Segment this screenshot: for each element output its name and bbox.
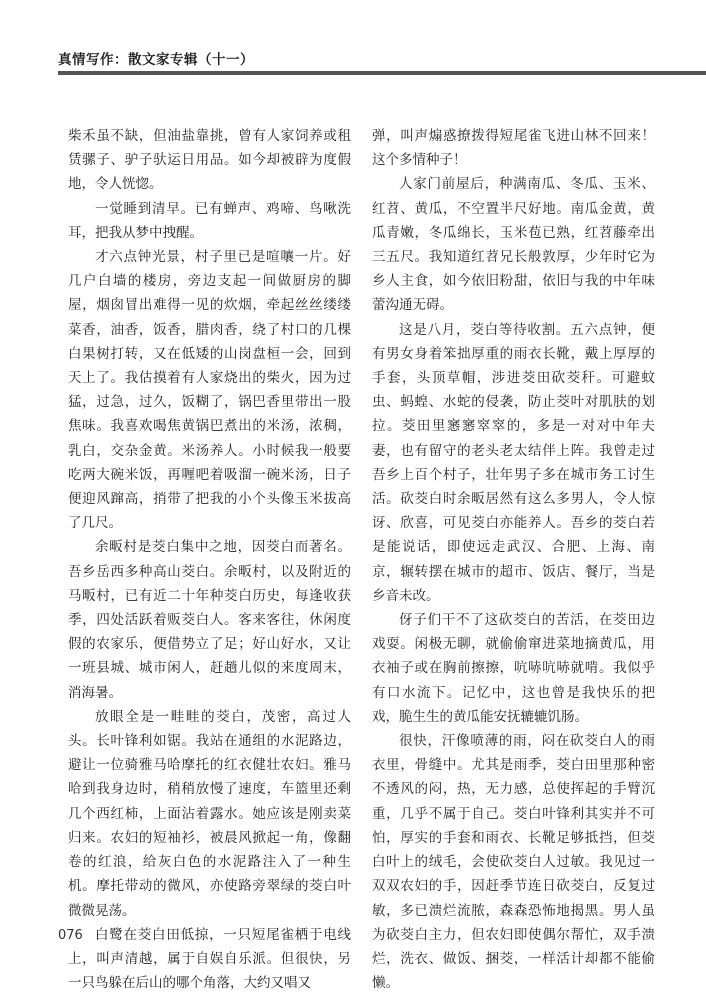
paragraph: 柴禾虽不缺，但油盐靠挑，曾有人家饲养或租赁骡子、驴子驮运日用品。如今却被辟为度假地，令人恍惚。 <box>68 128 351 193</box>
running-header <box>0 44 706 76</box>
right-column <box>372 124 655 995</box>
paragraph: 白鹭在茭白田低掠，一只短尾雀栖于电线上，叫声清越，属于自娱自乐派。但很快，另一只鸟躲在后山的哪个角落，大约又唱又 <box>68 926 351 992</box>
paragraph: 弹，叫声煽惑撩拨得短尾雀飞进山林不回来！这个多情种子！ <box>372 128 655 169</box>
paragraph: 才六点钟光景，村子里已是喧嚷一片。好几户白墙的楼房，旁边支起一间做厨房的脚屋，烟囱冒出难得一见的炊烟，牵起丝丝缕缕菜香，油香，饭香，腊肉香，绕了村口的几棵白果树打转，又在低矮的山岗盘桓一会，回到天上了。我估摸着有人家烧出的柴火，因为过猛，过急，过久，饭糊了，锅巴香里带出一股焦味。我喜欢喝焦黄锅巴煮出的米汤，浓稠，乳白，交杂金黄。米汤养人。小时候我一般要吃两大碗米饭，再喱吧着吸溜一碗米汤，日子便迎风蹿高，捎带了把我的小个头像玉米拔高了几尺。 <box>68 249 351 532</box>
header-rule <box>58 71 706 75</box>
paragraph: 一觉睡到清早。已有蝉声、鸡啼、鸟啾洗耳，把我从梦中拽醒。 <box>68 200 351 241</box>
paragraph: 很快，汗像喷薄的雨，闷在砍茭白人的雨衣里，骨缝中。尤其是雨季，茭白田里那种密不透风的闷，热，无力感，总使挥起的手臂沉重，几乎不属于自己。茭白叶锋利其实并不可怕，厚实的手套和雨衣、长靴足够抵挡，但茭白叶上的绒毛，会使砍茭白人过敏。我见过一双双农妇的手，因赶季节连日砍茭白，反复过敏，多已溃烂流脓，森森恐怖地揭黑。男人虽为砍茭白主力，但农妇即使偶尔帮忙，双手溃烂，洗衣、做饭、捆茭，一样活计却都不能偷懒。 <box>372 733 655 992</box>
paragraph: 余畈村是茭白集中之地，因茭白而著名。吾乡岳西多种高山茭白。余畈村，以及附近的马畈村，已有近二十年种茭白历史，每逢收获季，四处活跃着贩茭白人。客来客往，休闲度假的农家乐，便借势立了足；好山好水，又让一班县城、城市闲人，赶趟儿似的来度周末，消海暑。 <box>68 539 351 701</box>
paragraph: 伢子们干不了这砍茭白的苦活，在茭田边戏耍。闲极无聊，就偷偷窜进菜地摘黄瓜，用衣袖子或在胸前擦擦，吭哧吭哧就啃。我似乎有口水流下。记忆中，这也曾是我快乐的把戏，脆生生的黄瓜能安抚辘辘饥肠。 <box>372 612 655 725</box>
header-title: 真情写作：散文家专辑（十一） <box>58 52 254 68</box>
page-number: 076 <box>58 928 83 943</box>
paragraph: 人家门前屋后，种满南瓜、冬瓜、玉米、红苕、黄瓜，不空置半尺好地。南瓜金黄，黄瓜青嫩，冬瓜绵长，玉米苞已熟，红苕藤牵出三五尺。我知道红苕兄长般敦厚，少年时它为乡人主食，如今依旧粉甜，依旧与我的中年味蕾沟通无碍。 <box>372 176 655 314</box>
left-column <box>68 124 351 995</box>
paragraph: 这是八月，茭白等待收割。五六点钟，便有男女身着笨拙厚重的雨衣长靴，戴上厚厚的手套，头顶草帽，涉进茭田砍茭秆。可避蚊虫、蚂蝗、水蛇的侵袭，防止茭叶对肌肤的划拉。茭田里窸窸窣窣的，多是一对对中年夫妻，也有留守的老头老太结伴上阵。我曾走过吾乡上百个村子，壮年男子多在城市务工讨生活。砍茭白时余畈居然有这么多男人，令人惊讶、欣喜，可见茭白亦能养人。吾乡的茭白若是能说话，即使远走武汉、合肥、上海、南京，辗转摆在城市的超市、饭店、餐厅，当是乡音未改。 <box>372 321 655 604</box>
paragraph: 放眼全是一畦畦的茭白，茂密，高过人头。长叶锋利如锯。我站在通组的水泥路边，避让一位骑雅马哈摩托的红衣健壮农妇。雅马哈到我身边时，稍稍放慢了速度，车篮里还剩几个西红柿，上面沾着露水。她应该是刚卖菜归来。农妇的短袖衫，被晨风掀起一角，像翻卷的红浪，给灰白色的水泥路注入了一种生机。摩托带动的微风，亦使路旁翠绿的茭白叶微微晃荡。 <box>68 708 351 919</box>
